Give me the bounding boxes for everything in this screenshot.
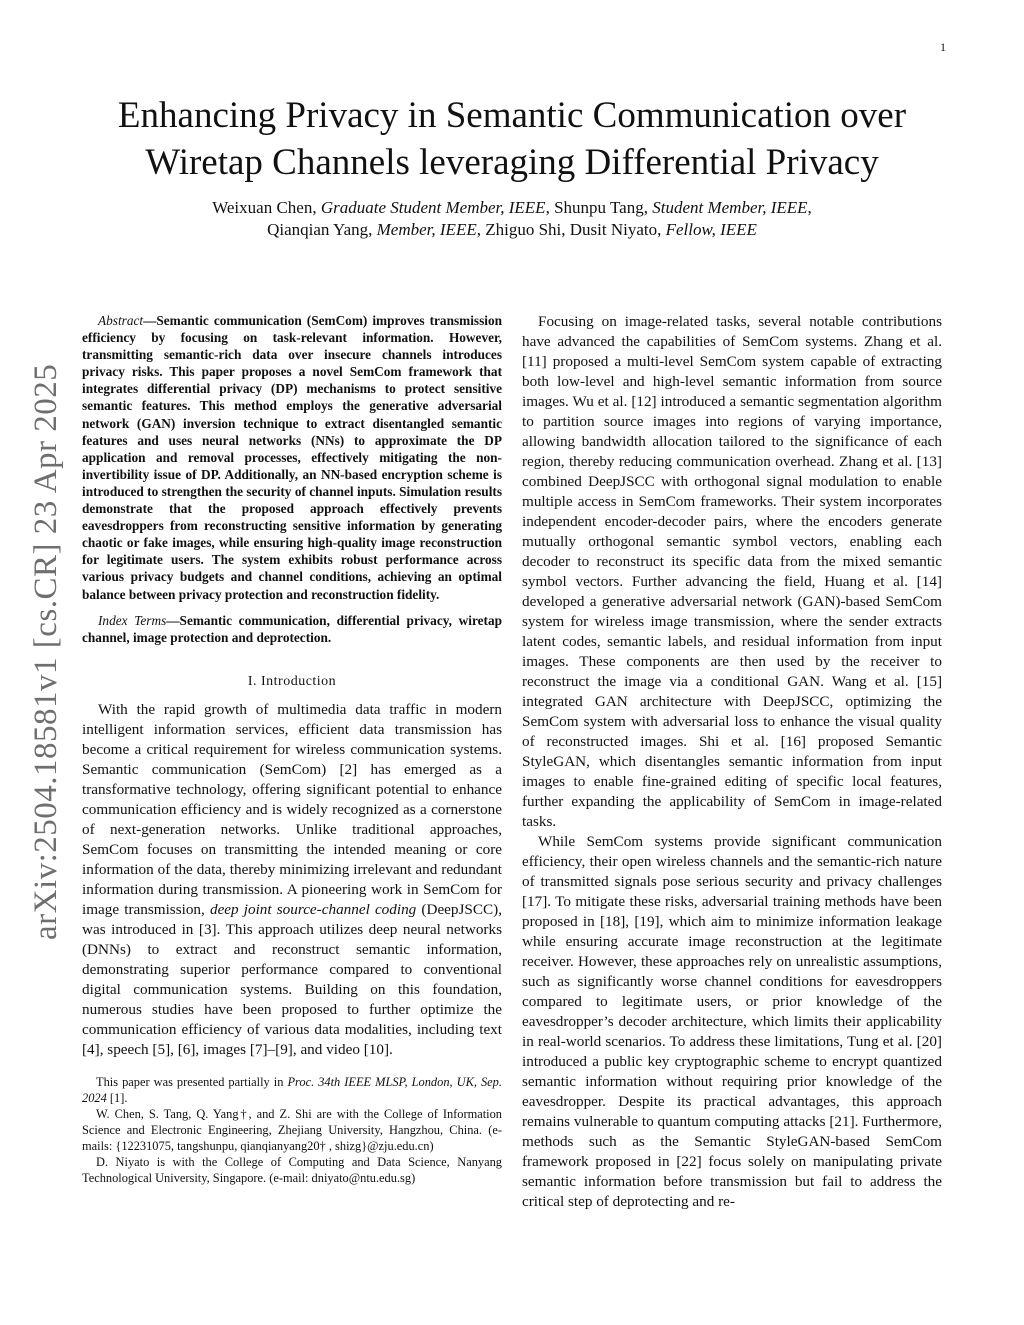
footnote-venue: Proc. 34th IEEE MLSP, London, UK, Sep. 2024	[82, 1074, 502, 1105]
author-membership: Graduate Student Member, IEEE	[320, 198, 546, 217]
author-name: Weixuan Chen,	[212, 198, 321, 217]
index-terms-text: —Semantic communication, differential privacy, wiretap channel, image protection and deprotection.	[82, 612, 502, 645]
footnote-affiliation-ntu: D. Niyato is with the College of Computing and Data Science, Nanyang Technological University, Singapore. (e-mail: dniyato@ntu.edu.sg)	[82, 1154, 502, 1185]
left-column	[82, 312, 502, 1186]
section-heading-introduction	[82, 674, 502, 690]
author-separator: ,	[807, 198, 812, 217]
author-line-1	[0, 197, 1024, 219]
right-paragraph-1: Focusing on image-related tasks, several notable contributions have advanced the capabilities of SemCom systems. Zhang et al. [11] proposed a multi-level SemCom system capable of extracting both low-level and high-level semantic information from source images. Wu et al. [12] introduced a semantic segmentation algorithm to partition source images into regions of varying importance, allowing bandwidth allocation tailored to the significance of each region, thereby reducing communication overhead. Zhang et al. [13] combined DeepJSCC with orthogonal signal modulation to enable multiple access in SemCom frameworks. Their system incorporates independent encoder-decoder pairs, where the encoders generate mutually orthogonal semantic symbol vectors, enabling each decoder to reconstruct its specific data from the mixed semantic symbol vectors. Further advancing the field, Huang et al. [14] developed a generative adversarial network (GAN)-based SemCom system for wireless image transmission, where the sender extracts latent codes, semantic labels, and residual information from input images. These components are then used by the receiver to reconstruct the image via a conditional GAN. Wang et al. [15] integrated GAN architecture with DeepJSCC, optimizing the SemCom system with adversarial loss to enhance the visual quality of reconstructed images. Shi et al. [16] proposed Semantic StyleGAN, which disentangles semantic information from input images to enable fine-grained editing of specific local features, further expanding the applicability of SemCom in image-related tasks.	[522, 313, 942, 830]
footnote-text: This paper was presented partially in	[96, 1074, 288, 1089]
title-line-1: Enhancing Privacy in Semantic Communication over	[117, 95, 907, 136]
section-heading-text: I. Introduction	[247, 673, 337, 689]
abstract	[82, 312, 502, 603]
author-name: Qianqian Yang,	[267, 220, 377, 239]
right-column	[522, 312, 942, 1212]
title-line-2: Wiretap Channels leveraging Differential Privacy	[145, 142, 879, 183]
author-name: , Zhiguo Shi, Dusit Niyato,	[476, 220, 666, 239]
arxiv-identifier-stamp: arXiv:2504.18581v1 [cs.CR] 23 Apr 2025	[28, 363, 64, 940]
index-terms	[82, 612, 502, 646]
author-membership: Fellow, IEEE	[665, 220, 757, 239]
right-paragraph-2: While SemCom systems provide significant communication efficiency, their open wireless channels and the semantic-rich nature of transmitted signals pose serious security and privacy challenges [17]. To mitigate these risks, adversarial training methods have been proposed in [18], [19], which aim to minimize information leakage while ensuring accurate image reconstruction at the legitimate receiver. However, these approaches rely on unrealistic assumptions, such as significantly worse channel conditions for eavesdroppers compared to legitimate users, or prior knowledge of the eavesdropper’s decoder architecture, which limits their applicability in real-world scenarios. To address these limitations, Tung et al. [20] introduced a public key cryptographic scheme to encrypt quantized semantic information without requiring prior knowledge of the eavesdropper. Despite its practical advantages, this approach remains vulnerable to quantum computing attacks [21]. Furthermore, methods such as the Semantic StyleGAN-based SemCom framework proposed in [22] focus solely on manipulating private semantic information before transmission but fail to address the critical step of deprotecting and re-	[522, 833, 942, 1210]
paragraph-text: With the rapid growth of multimedia data traffic in modern intelligent information services, efficient data transmission has become a critical requirement for wireless communication systems. Semantic communication (SemCom) [2] has emerged as a transformative technology, offering significant potential to enhance communication efficiency and is widely recognized as a cornerstone of next-generation networks. Unlike traditional approaches, SemCom focuses on transmitting the intended meaning or core information of the data, thereby minimizing irrelevant and redundant information during transmission. A pioneering work in SemCom for image transmission,	[82, 700, 502, 918]
author-list	[0, 197, 1024, 241]
paragraph-italic-term: deep joint source-channel coding	[209, 900, 417, 918]
page-number: 1	[940, 40, 946, 54]
footnote-affiliation-zju: W. Chen, S. Tang, Q. Yang†, and Z. Shi are with the College of Information Science and Electronic Engineering, Zhejiang University, Hangzhou, China. (e-mails: {12231075, tangshunpu, qianqianyang20† , shizg}@zju.edu.cn)	[82, 1106, 502, 1153]
author-name: , Shunpu Tang,	[545, 198, 653, 217]
abstract-text: —Semantic communication (SemCom) improves transmission efficiency by focusing on task-relevant information. However, transmitting semantic-rich data over insecure channels introduces privacy risks. This paper proposes a novel SemCom framework that integrates differential privacy (DP) mechanisms to protect sensitive semantic features. This method employs the generative adversarial network (GAN) inversion technique to extract disentangled semantic features and uses neural networks (NNs) to approximate the DP application and removal processes, effectively mitigating the non-invertibility issue of DP. Additionally, an NN-based encryption scheme is introduced to strengthen the security of channel inputs. Simulation results demonstrate that the proposed approach effectively prevents eavesdroppers from reconstructing sensitive information by generating chaotic or fake images, while ensuring high-quality image reconstruction for legitimate users. The system exhibits robust performance across various privacy budgets and channel conditions, achieving an optimal balance between privacy protection and reconstruction fidelity.	[82, 313, 502, 602]
index-terms-label: Index Terms	[98, 612, 167, 628]
author-membership: Student Member, IEEE	[652, 198, 808, 217]
author-membership: Member, IEEE	[376, 220, 477, 239]
paper-title	[0, 92, 1024, 186]
footnote-presentation	[82, 1074, 502, 1106]
author-line-2	[0, 219, 1024, 241]
abstract-label: Abstract	[98, 313, 144, 328]
intro-paragraph-1	[82, 700, 502, 1060]
paragraph-text: (DeepJSCC), was introduced in [3]. This approach utilizes deep neural networks (DNNs) to extract and reconstruct semantic information, demonstrating superior performance compared to conventional digital communication systems. Building on this foundation, numerous studies have been proposed to further optimize the communication efficiency of various data modalities, including text [4], speech [5], [6], images [7]–[9], and video [10].	[82, 900, 502, 1058]
footnote-text: [1].	[106, 1090, 128, 1105]
